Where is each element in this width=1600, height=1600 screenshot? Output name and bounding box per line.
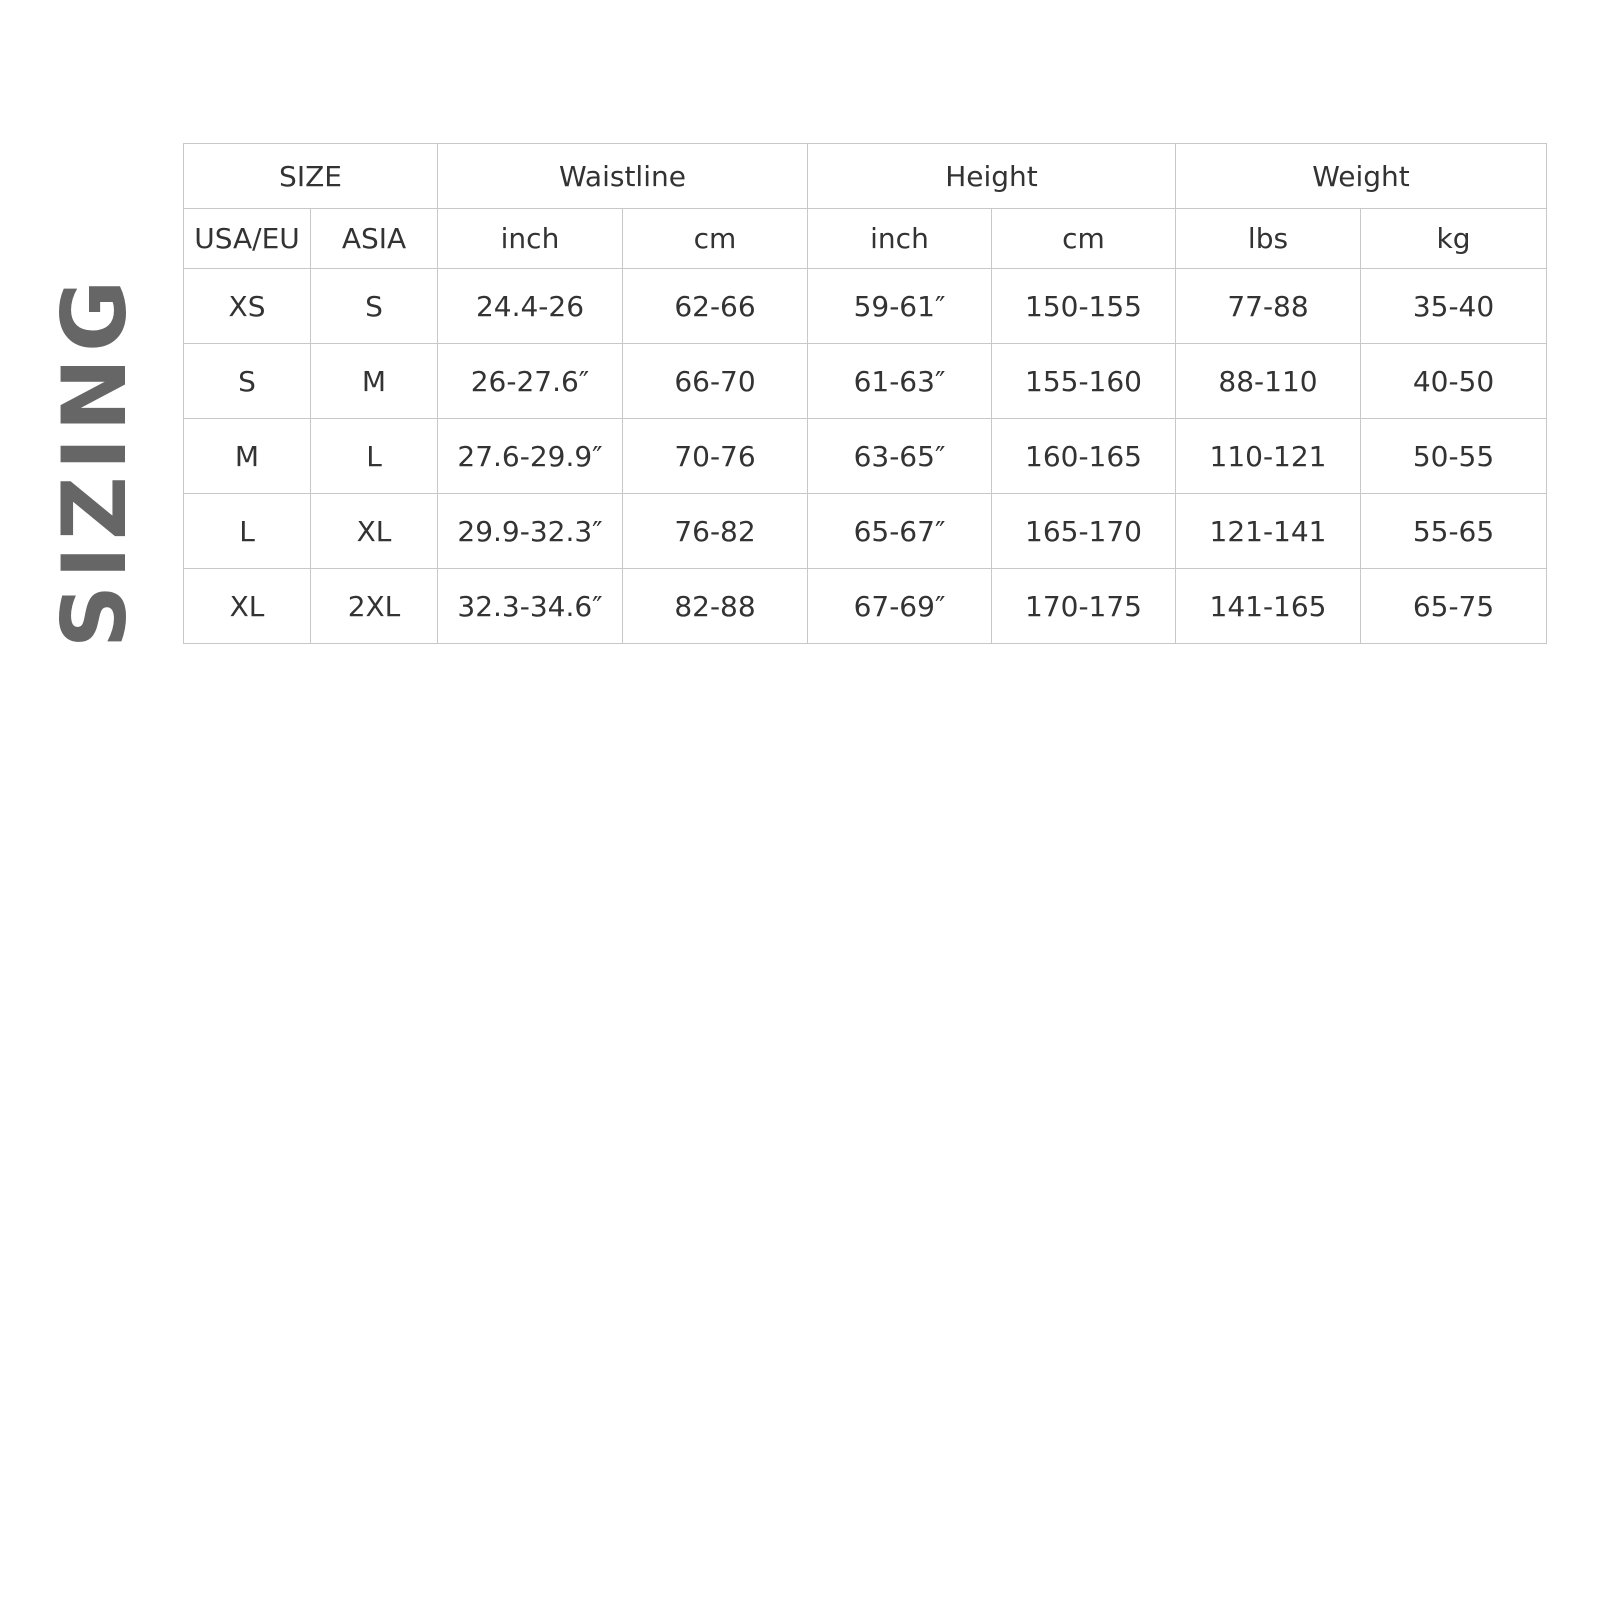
- table-cell: 2XL: [311, 569, 438, 644]
- table-cell: M: [311, 344, 438, 419]
- table-cell: 50-55: [1361, 419, 1547, 494]
- table-cell: 170-175: [992, 569, 1176, 644]
- unit-height-inch: inch: [808, 209, 992, 269]
- unit-weight-lbs: lbs: [1176, 209, 1361, 269]
- table-cell: 88-110: [1176, 344, 1361, 419]
- table-cell: XS: [184, 269, 311, 344]
- unit-asia: ASIA: [311, 209, 438, 269]
- table-cell: 63-65″: [808, 419, 992, 494]
- table-cell: 65-75: [1361, 569, 1547, 644]
- table-cell: 55-65: [1361, 494, 1547, 569]
- table-cell: 76-82: [623, 494, 808, 569]
- unit-usa-eu: USA/EU: [184, 209, 311, 269]
- sizing-title: SIZING: [43, 273, 146, 649]
- table-cell: 24.4-26: [438, 269, 623, 344]
- table-cell: 160-165: [992, 419, 1176, 494]
- table-cell: 141-165: [1176, 569, 1361, 644]
- table-cell: 32.3-34.6″: [438, 569, 623, 644]
- group-header-row: [184, 144, 1547, 209]
- table-row: [184, 569, 1547, 644]
- table-cell: 70-76: [623, 419, 808, 494]
- table-cell: 150-155: [992, 269, 1176, 344]
- table-cell: 61-63″: [808, 344, 992, 419]
- unit-header-row: [184, 209, 1547, 269]
- table-cell: 110-121: [1176, 419, 1361, 494]
- table-row: [184, 344, 1547, 419]
- table-row: [184, 269, 1547, 344]
- header-height: Height: [808, 144, 1176, 209]
- header-size: SIZE: [184, 144, 438, 209]
- unit-waist-inch: inch: [438, 209, 623, 269]
- table-cell: XL: [184, 569, 311, 644]
- table-cell: M: [184, 419, 311, 494]
- table-cell: S: [311, 269, 438, 344]
- table-cell: L: [184, 494, 311, 569]
- table-cell: 59-61″: [808, 269, 992, 344]
- table-cell: 66-70: [623, 344, 808, 419]
- table-row: [184, 419, 1547, 494]
- table-cell: 26-27.6″: [438, 344, 623, 419]
- header-waistline: Waistline: [438, 144, 808, 209]
- table-cell: 155-160: [992, 344, 1176, 419]
- table-cell: 165-170: [992, 494, 1176, 569]
- table-cell: 65-67″: [808, 494, 992, 569]
- table-row: [184, 494, 1547, 569]
- unit-height-cm: cm: [992, 209, 1176, 269]
- table-cell: 82-88: [623, 569, 808, 644]
- table-cell: 77-88: [1176, 269, 1361, 344]
- header-weight: Weight: [1176, 144, 1547, 209]
- unit-weight-kg: kg: [1361, 209, 1547, 269]
- table-cell: 40-50: [1361, 344, 1547, 419]
- table-cell: S: [184, 344, 311, 419]
- table-cell: 35-40: [1361, 269, 1547, 344]
- table-cell: XL: [311, 494, 438, 569]
- table-cell: 62-66: [623, 269, 808, 344]
- table-cell: 29.9-32.3″: [438, 494, 623, 569]
- table-cell: 121-141: [1176, 494, 1361, 569]
- size-chart-table: [183, 143, 1547, 644]
- table-cell: 27.6-29.9″: [438, 419, 623, 494]
- unit-waist-cm: cm: [623, 209, 808, 269]
- table-cell: L: [311, 419, 438, 494]
- table-cell: 67-69″: [808, 569, 992, 644]
